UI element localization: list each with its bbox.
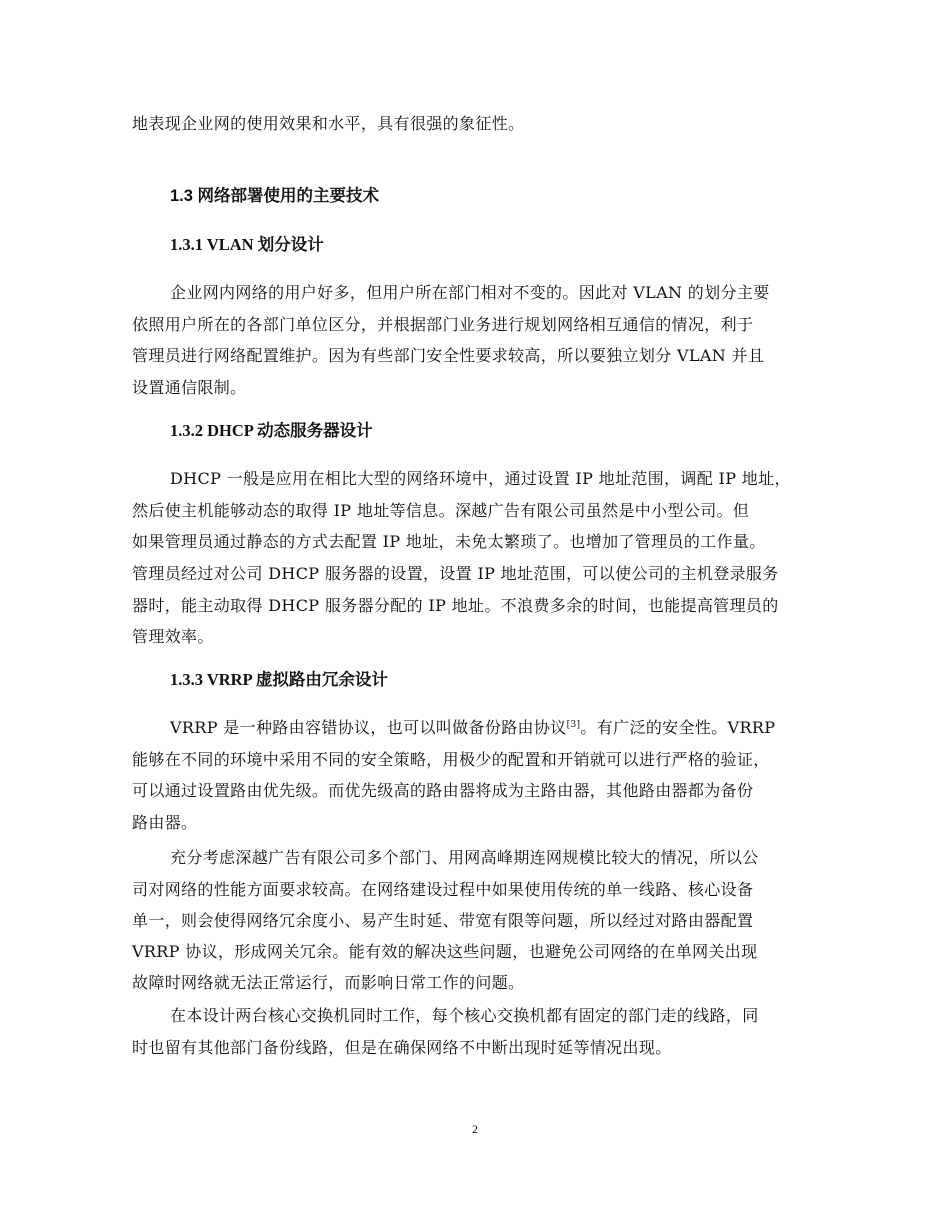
intro-line: 地表现企业网的使用效果和水平，具有很强的象征性。 [132, 114, 525, 133]
section-heading-1-3-1: 1.3.1 VLAN 划分设计 [170, 235, 324, 254]
vlan-paragraph-line: 管理员进行网络配置维护。因为有些部门安全性要求较高，所以要独立划分 VLAN 并且 [132, 346, 765, 365]
vrrp-paragraph-2-line: 司对网络的性能方面要求较高。在网络建设过程中如果使用传统的单一线路、核心设备 [132, 880, 754, 899]
vrrp-paragraph-3-line: 在本设计两台核心交换机同时工作，每个核心交换机都有固定的部门走的线路，同 [170, 1006, 759, 1025]
dhcp-paragraph-line: DHCP 一般是应用在相比大型的网络环境中，通过设置 IP 地址范围，调配 IP 地址， [170, 469, 791, 488]
section-heading-1-3-2: 1.3.2 DHCP 动态服务器设计 [170, 421, 373, 440]
dhcp-paragraph-line: 管理员经过对公司 DHCP 服务器的设置，设置 IP 地址范围，可以使公司的主机登录服务 [132, 564, 779, 583]
citation-mark: [3] [566, 720, 581, 730]
page-number: 2 [472, 1122, 478, 1136]
vlan-paragraph-line: 设置通信限制。 [132, 378, 247, 397]
vrrp-paragraph-2-line: 故障时网络就无法正常运行，而影响日常工作的问题。 [132, 973, 525, 992]
vrrp-line-text: 。有广泛的安全性。VRRP [580, 718, 776, 737]
vrrp-line-text: VRRP 是一种路由容错协议，也可以叫做备份路由协议 [170, 718, 567, 737]
section-heading-1-3-3: 1.3.3 VRRP 虚拟路由冗余设计 [170, 670, 388, 689]
dhcp-paragraph-line: 器时，能主动取得 DHCP 服务器分配的 IP 地址。不浪费多余的时间，也能提高管理员的 [132, 596, 779, 615]
vrrp-paragraph-line: 路由器。 [132, 813, 198, 832]
vrrp-paragraph-2-line: VRRP 协议，形成网关冗余。能有效的解决这些问题，也避免公司网络的在单网关出现 [132, 942, 758, 961]
vrrp-paragraph-3-line: 时也留有其他部门备份线路，但是在确保网络不中断出现时延等情况出现。 [132, 1038, 672, 1057]
vrrp-paragraph-2-line: 单一，则会使得网络冗余度小、易产生时延、带宽有限等问题，所以经过对路由器配置 [132, 911, 754, 930]
vlan-paragraph-line: 依照用户所在的各部门单位区分，并根据部门业务进行规划网络相互通信的情况，利于 [132, 315, 754, 334]
vrrp-paragraph-line: 能够在不同的环境中采用不同的安全策略，用极少的配置和开销就可以进行严格的验证， [132, 750, 770, 769]
dhcp-paragraph-line: 然后使主机能够动态的取得 IP 地址等信息。深越广告有限公司虽然是中小型公司。但 [132, 501, 750, 520]
dhcp-paragraph-line: 管理效率。 [132, 627, 214, 646]
vrrp-paragraph-line [170, 718, 852, 738]
dhcp-paragraph-line: 如果管理员通过静态的方式去配置 IP 地址，未免太繁琐了。也增加了管理员的工作量。 [132, 532, 766, 551]
vrrp-paragraph-2-line: 充分考虑深越广告有限公司多个部门、用网高峰期连网规模比较大的情况，所以公 [170, 848, 759, 867]
vlan-paragraph-line: 企业网内网络的用户好多，但用户所在部门相对不变的。因此对 VLAN 的划分主要 [170, 283, 770, 302]
vrrp-paragraph-line: 可以通过设置路由优先级。而优先级高的路由器将成为主路由器，其他路由器都为备份 [132, 781, 754, 800]
section-heading-1-3: 1.3 网络部署使用的主要技术 [170, 187, 380, 205]
